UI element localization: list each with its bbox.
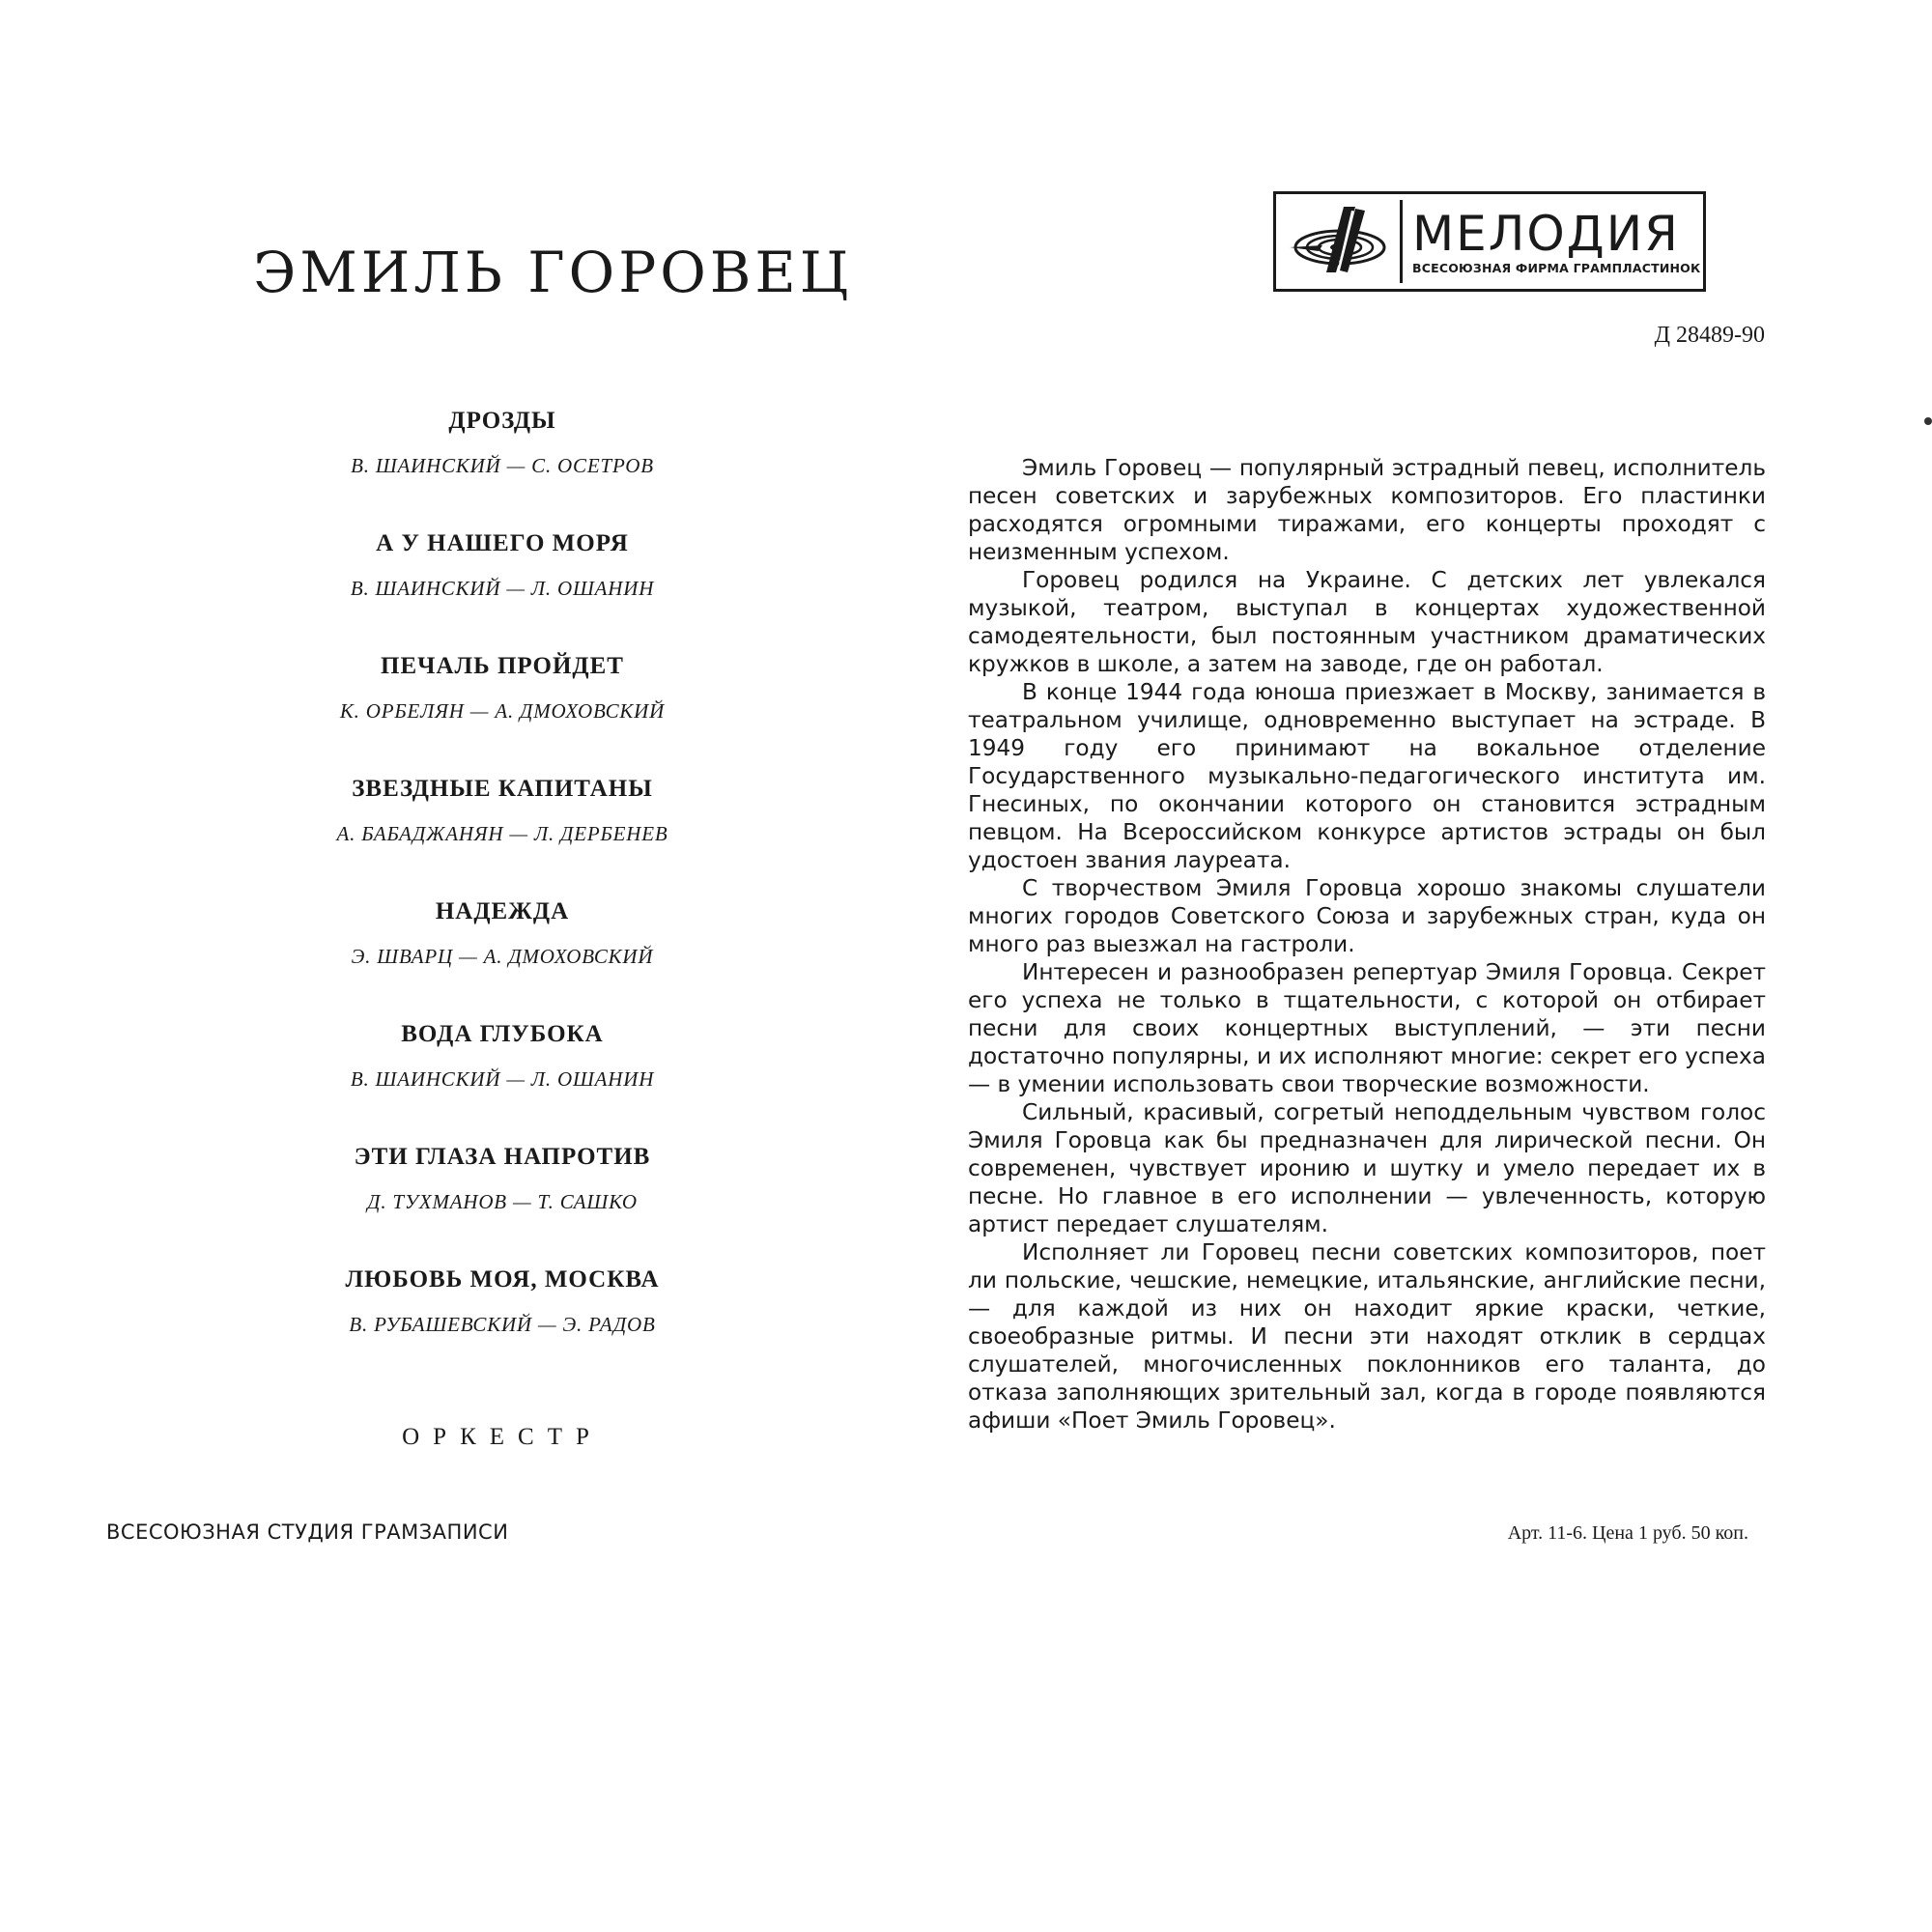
track-item (261, 643, 744, 766)
track-credits: Д. ТУХМАНОВ — Т. САШКО (367, 1190, 638, 1213)
track-credits: Э. ШВАРЦ — А. ДМОХОВСКИЙ (351, 945, 654, 968)
track-title: ЭТИ ГЛАЗА НАПРОТИВ (354, 1144, 651, 1170)
logo-text (1403, 194, 1703, 289)
track-item (261, 398, 744, 521)
price-label: Арт. 11-6. Цена 1 руб. 50 коп. (1507, 1522, 1748, 1544)
track-item (261, 766, 744, 889)
track-credits: В. ШАИНСКИЙ — С. ОСЕТРОВ (351, 454, 654, 477)
track-credits: В. ШАИНСКИЙ — Л. ОШАНИН (350, 577, 655, 600)
bio-paragraph: В конце 1944 года юноша приезжает в Москву, занимается в театральном училище, одновременно выступает на эстраде. В 1949 году его принимают на вокальное отделение Государственного музыкально-педагогического института им. Гнесиных, по окончании которого он становится эстрадным певцом. На Всероссийском конкурсе артистов эстрады он был удостоен звания лауреата. (968, 679, 1766, 873)
biography (968, 454, 1766, 1435)
track-credits: В. РУБАШЕВСКИЙ — Э. РАДОВ (349, 1313, 656, 1336)
track-item (261, 889, 744, 1011)
track-item (261, 1134, 744, 1257)
track-item (261, 1257, 744, 1379)
bio-paragraph: Интересен и разнообразен репертуар Эмиля Горовца. Секрет его успеха не только в тщательности, с которой он отбирает песни для своих концертных выступлений, — эти песни достаточно популярны, и их исполняют многие: секрет его успеха — в умении использовать свои творческие возможности. (968, 959, 1766, 1097)
melodiya-emblem-icon (1276, 194, 1400, 289)
track-title: ПЕЧАЛЬ ПРОЙДЕТ (381, 653, 624, 679)
logo-name: МЕЛОДИЯ (1412, 205, 1680, 262)
studio-label: ВСЕСОЮЗНАЯ СТУДИЯ ГРАМЗАПИСИ (106, 1520, 509, 1544)
logo-subtitle: ВСЕСОЮЗНАЯ ФИРМА ГРАМПЛАСТИНОК (1412, 260, 1701, 275)
track-list (261, 398, 744, 1379)
track-credits: К. ОРБЕЛЯН — А. ДМОХОВСКИЙ (339, 699, 666, 723)
track-credits: В. ШАИНСКИЙ — Л. ОШАНИН (350, 1067, 655, 1091)
track-title: ЗВЕЗДНЫЕ КАПИТАНЫ (352, 776, 653, 802)
track-title: ВОДА ГЛУБОКА (401, 1021, 604, 1047)
track-title: ДРОЗДЫ (448, 408, 556, 434)
track-title: НАДЕЖДА (435, 898, 570, 924)
bio-paragraph: С творчеством Эмиля Горовца хорошо знакомы слушатели многих городов Советского Союза и зарубежных стран, куда он много раз выезжал на гастроли. (968, 875, 1766, 957)
catalog-number: Д 28489-90 (1654, 323, 1765, 348)
track-title: ЛЮБОВЬ МОЯ, МОСКВА (345, 1266, 660, 1293)
melodiya-logo (1273, 191, 1706, 292)
orchestra-label: ОРКЕСТР (402, 1424, 603, 1450)
bio-paragraph: Исполняет ли Горовец песни советских композиторов, поет ли польские, чешские, немецкие, итальянские, английские песни, — для каждой из них он находит яркие краски, четкие, своеобразные ритмы. И песни эти находят отклик в сердцах слушателей, многочисленных поклонников его таланта, до отказа заполняющих зрительный зал, когда в городе появляются афиши «Поет Эмиль Горовец». (968, 1239, 1766, 1434)
edge-dot (1924, 417, 1932, 425)
track-item (261, 1011, 744, 1134)
track-credits: А. БАБАДЖАНЯН — Л. ДЕРБЕНЕВ (336, 822, 668, 845)
track-item (261, 521, 744, 643)
bio-paragraph: Горовец родился на Украине. С детских лет увлекался музыкой, театром, выступал в концертах художественной самодеятельности, был постоянным участником драматических кружков в школе, а затем на заводе, где он работал. (968, 567, 1766, 677)
artist-title: ЭМИЛЬ ГОРОВЕЦ (253, 240, 853, 305)
track-title: А У НАШЕГО МОРЯ (376, 530, 629, 556)
bio-paragraph: Эмиль Горовец — популярный эстрадный певец, исполнитель песен советских и зарубежных композиторов. Его пластинки расходятся огромными тиражами, его концерты проходят с неизменным успехом. (968, 455, 1766, 565)
bio-paragraph: Сильный, красивый, согретый неподдельным чувством голос Эмиля Горовца как бы предназначен для лирической песни. Он современен, чувствует иронию и шутку и умело передает их в песне. Но главное в его исполнении — увлеченность, которую артист передает слушателям. (968, 1099, 1766, 1237)
